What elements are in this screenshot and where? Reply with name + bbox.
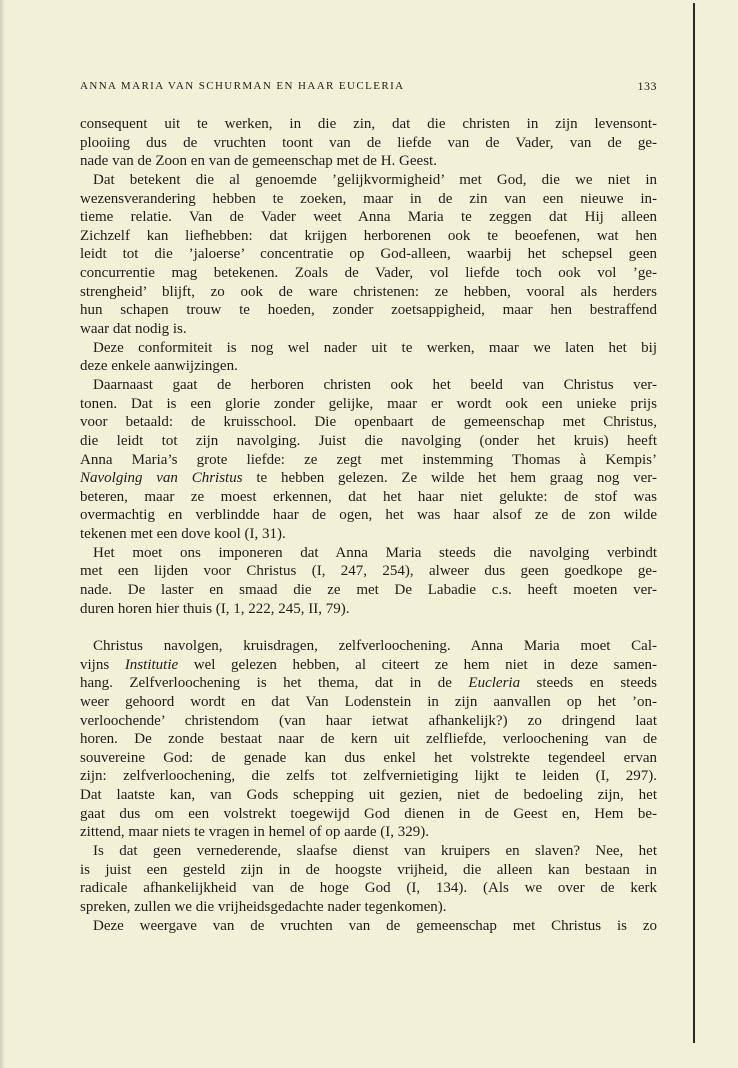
italic-book-title: Eucleria: [468, 675, 521, 692]
text-line: Is dat geen vernederende, slaafse dienst van kruipers en slaven? Nee, het: [93, 842, 657, 859]
text-line: radicale afhankelijkheid van de hoge God (I, 134). (Als we over de kerk: [80, 880, 657, 897]
paragraph: [80, 917, 657, 936]
text-line: souvereine God: de genade kan dus enkel het volstrekte tegendeel ervan: [80, 749, 657, 766]
text-line: met een lijden voor Christus (I, 247, 254), alweer dus geen goedkope ge-: [80, 563, 657, 580]
text-line: [80, 469, 657, 488]
text-line: gaat dus om een volstrekt toegewijd God dienen in de Geest en, Hem be-: [80, 805, 657, 822]
text-line: Christus navolgen, kruisdragen, zelfverloochening. Anna Maria moet Cal-: [93, 637, 657, 654]
text-line: nade van de Zoon en van de gemeenschap met de H. Geest.: [80, 153, 437, 170]
text-line: [80, 656, 657, 675]
text-line: Deze conformiteit is nog wel nader uit te werken, maar we laten het bij: [93, 339, 657, 356]
text-line: waar dat nodig is.: [80, 321, 187, 338]
text-line: Daarnaast gaat de herboren christen ook het beeld van Christus ver-: [93, 376, 657, 393]
italic-book-title: Navolging van Christus: [80, 470, 243, 487]
paragraph: [80, 376, 657, 544]
paragraph: [80, 544, 657, 619]
text-line: nade. De laster en smaad die ze met De Labadie c.s. heeft moeten ver-: [80, 582, 657, 599]
text-line: weer gehoord wordt en dat Van Lodenstein in zijn aanvallen op het ’on-: [80, 693, 657, 710]
text-line: strengheid’ blijft, zo ook de ware christenen: ze hebben, vooral als herders: [80, 283, 657, 300]
text-line: plooiing dus de vruchten toont van de liefde van de Vader, van de ge-: [80, 134, 657, 151]
text-line: Anna Maria’s grote liefde: ze zegt met instemming Thomas à Kempis’: [80, 451, 657, 468]
text-line: Zichzelf kan liefhebben: dat krijgen herborenen ook te beoefenen, wat hen: [80, 227, 657, 244]
text-line: zijn: zelfverloochening, die zelfs tot zelfvernietiging lijkt te leiden (I, 297).: [80, 768, 657, 785]
text-line: tonen. Dat is een glorie zonder gelijke, maar er wordt ook een unieke prijs: [80, 395, 657, 412]
text-line: deze enkele aanwijzingen.: [80, 358, 238, 375]
text-run: vijns: [80, 656, 125, 673]
running-head-title: ANNA MARIA VAN SCHURMAN EN HAAR EUCLERIA: [80, 80, 405, 92]
text-line: hun schapen trouw te hoeden, zonder zoetsappigheid, maar hen bestraffend: [80, 302, 657, 319]
text-line: wezensverandering hebben te zoeken, maar in de zin van een nieuwe in-: [80, 190, 657, 207]
text-line: is juist een gesteld zijn in de hoogste vrijheid, die alleen kan bestaan in: [80, 861, 657, 878]
running-head: [80, 78, 657, 94]
text-line: horen. De zonde bestaat naar de kern uit zelfliefde, verloochening van de: [80, 731, 657, 748]
text-run: wel gelezen hebben, al citeert ze hem niet in deze samen-: [178, 656, 657, 673]
page-edge-line: [693, 3, 695, 1043]
text-line: Dat laatste kan, van Gods schepping uit gezien, niet de bedoeling zijn, het: [80, 787, 657, 804]
text-line: beteren, maar ze moest erkennen, dat het haar niet gelukte: de stof was: [80, 488, 657, 505]
text-run: steeds en steeds: [520, 675, 657, 692]
text-line: [80, 674, 657, 693]
text-line: Dat betekent die al genoemde ’gelijkvormigheid’ met God, die we niet in: [93, 171, 657, 188]
italic-book-title: Institutie: [124, 656, 179, 673]
text-line: tekenen met een dove kool (I, 31).: [80, 526, 286, 543]
paragraph: [80, 171, 657, 339]
paragraph: [80, 842, 657, 917]
text-line: verloochende’ christendom (van haar ietwat afhankelijk?) zo dringend laat: [80, 712, 657, 729]
text-line: overmachtig en verblindde haar de ogen, het was haar alsof ze de zon wilde: [80, 507, 657, 524]
text-line: Het moet ons imponeren dat Anna Maria steeds die navolging verbindt: [93, 544, 657, 561]
text-run: hang. Zelfverloochening is het thema, dat in de: [80, 675, 469, 692]
text-line: concurrentie mag betekenen. Zoals de Vader, vol liefde toch ook vol ’ge-: [80, 265, 657, 282]
text-line: duren horen hier thuis (I, 1, 222, 245, II, 79).: [80, 600, 350, 617]
scan-edge-shadow: [0, 0, 5, 1068]
text-run: te hebben gelezen. Ze wilde het hem graag nog ver-: [242, 470, 657, 487]
paragraph: [80, 115, 657, 171]
text-body: [80, 115, 657, 935]
text-line: Deze weergave van de vruchten van de gemeenschap met Christus is zo: [93, 917, 657, 934]
text-line: spreken, zullen we die vrijheidsgedachte nader tegenkomen).: [80, 898, 447, 915]
text-line: consequent uit te werken, in die zin, dat die christen in zijn levensont-: [80, 116, 657, 132]
text-line: zittend, maar niets te vragen in hemel of op aarde (I, 329).: [80, 824, 430, 841]
paragraph: [80, 637, 657, 842]
text-line: voor betaald: de kruisschool. Die openbaart de gemeenschap met Christus,: [80, 414, 657, 431]
text-line: leidt tot die ’jaloerse’ concentratie op God-alleen, waarbij het schepsel geen: [80, 246, 657, 263]
text-line: tieme relatie. Van de Vader weet Anna Maria te zeggen dat Hij alleen: [80, 209, 657, 226]
page-number: 133: [637, 79, 657, 93]
paragraph: [80, 339, 657, 376]
text-line: die leidt tot zijn navolging. Juist die navolging (onder het kruis) heeft: [80, 432, 657, 449]
